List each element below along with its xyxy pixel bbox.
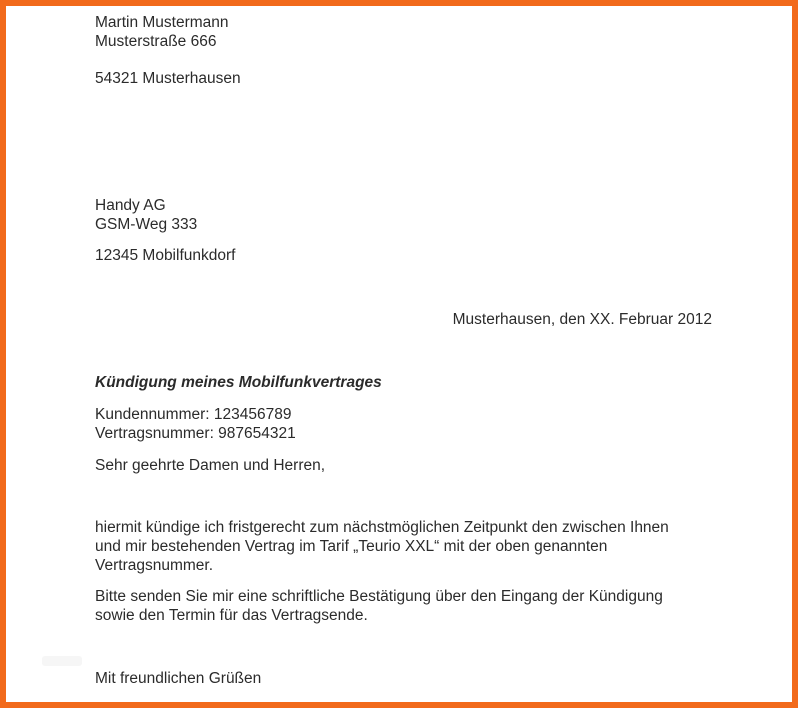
date-line: Musterhausen, den XX. Februar 2012: [452, 311, 712, 328]
sender-street: Musterstraße 666: [95, 33, 217, 50]
salutation-block: [95, 456, 325, 475]
letter-subject: Kündigung meines Mobilfunkvertrages: [95, 374, 382, 391]
contract-number: Vertragsnummer: 987654321: [95, 425, 296, 442]
salutation: Sehr geehrte Damen und Herren,: [95, 457, 326, 474]
paragraph1-line: hiermit kündige ich fristgerecht zum nächstmöglichen Zeitpunkt den zwischen Ihnen: [95, 519, 669, 536]
reference-numbers: [95, 405, 296, 443]
sender-address: [95, 13, 229, 51]
customer-number: Kundennummer: 123456789: [95, 406, 292, 423]
body-paragraph-2: [95, 587, 663, 625]
sender-city: 54321 Musterhausen: [95, 70, 241, 87]
paragraph2-line: sowie den Termin für das Vertragsende.: [95, 607, 368, 624]
recipient-name: Handy AG: [95, 197, 166, 214]
paragraph1-line: Vertragsnummer.: [95, 557, 214, 574]
recipient-street: GSM-Weg 333: [95, 216, 198, 233]
closing-greeting: Mit freundlichen Grüßen: [95, 670, 262, 687]
subject-block: [95, 373, 382, 392]
recipient-address: [95, 196, 197, 234]
recipient-city: 12345 Mobilfunkdorf: [95, 247, 236, 264]
closing-block: [95, 669, 261, 688]
sender-city-block: [95, 69, 241, 88]
paragraph2-line: Bitte senden Sie mir eine schriftliche Bestätigung über den Eingang der Kündigung: [95, 588, 663, 605]
paragraph1-line: und mir bestehenden Vertrag im Tarif „Teurio XXL“ mit der oben genannten: [95, 538, 608, 555]
faint-watermark: [42, 656, 82, 666]
sender-name: Martin Mustermann: [95, 14, 229, 31]
recipient-city-block: [95, 246, 235, 265]
date-line-block: [453, 310, 712, 329]
body-paragraph-1: [95, 518, 669, 575]
